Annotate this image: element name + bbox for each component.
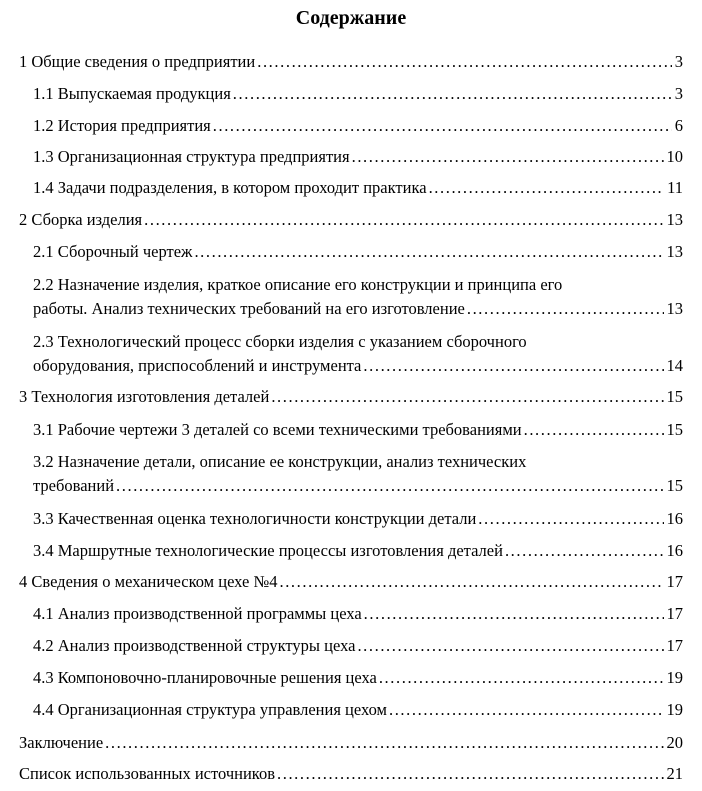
toc-page-number: 13 bbox=[666, 210, 683, 229]
toc-entry-text: 1.2 История предприятия bbox=[33, 116, 211, 135]
toc-entry-text: 3.4 Маршрутные технологические процессы изготовления деталей bbox=[33, 541, 503, 560]
toc-page-number: 15 bbox=[666, 476, 683, 495]
toc-page-number: 16 bbox=[666, 509, 683, 528]
toc-entry-3-4[interactable] bbox=[0, 539, 702, 563]
toc-entry-1-1[interactable] bbox=[0, 82, 702, 106]
toc-page-number: 20 bbox=[666, 733, 683, 752]
dot-leader bbox=[467, 297, 664, 321]
toc-page-number: 3 bbox=[674, 52, 683, 71]
toc-entry-3-3[interactable] bbox=[0, 507, 702, 531]
toc-entry-text: 2 Сборка изделия bbox=[19, 210, 143, 229]
toc-entry-text: 3 Технология изготовления деталей bbox=[19, 387, 270, 406]
dot-leader bbox=[279, 570, 663, 594]
toc-page-number: 13 bbox=[666, 242, 683, 261]
toc-entry-4-3[interactable] bbox=[0, 666, 702, 690]
toc-entry-text: 3.1 Рабочие чертежи 3 деталей со всеми техническими требованиями bbox=[33, 420, 522, 439]
dot-leader bbox=[524, 418, 664, 442]
dot-leader bbox=[478, 507, 663, 531]
dot-leader bbox=[389, 698, 664, 722]
toc-entry-text-line2: требований bbox=[33, 476, 115, 495]
toc-entry-2-1[interactable] bbox=[0, 240, 702, 264]
toc-entry-text: 4.3 Компоновочно-планировочные решения цеха bbox=[33, 668, 377, 687]
toc-entry-4[interactable] bbox=[0, 570, 702, 594]
dot-leader bbox=[379, 666, 664, 690]
toc-entry-text: 4.1 Анализ производственной программы цеха bbox=[33, 604, 362, 623]
toc-entry-1-3[interactable] bbox=[0, 145, 702, 169]
toc-page-number: 17 bbox=[666, 636, 683, 655]
toc-entry-text: 1.1 Выпускаемая продукция bbox=[33, 84, 231, 103]
dot-leader bbox=[271, 385, 663, 409]
toc-entry-text: 3.3 Качественная оценка технологичности конструкции детали bbox=[33, 509, 477, 528]
toc-entry-3-1[interactable] bbox=[0, 418, 702, 442]
toc-entry-text: Заключение bbox=[19, 733, 104, 752]
toc-entry-4-2[interactable] bbox=[0, 634, 702, 658]
toc-entry-text-line1: 3.2 Назначение детали, описание ее конструкции, анализ технических bbox=[33, 452, 527, 471]
toc-entry-2-3[interactable] bbox=[0, 330, 702, 378]
toc-entry-text: 1 Общие сведения о предприятии bbox=[19, 52, 256, 71]
toc-entry-text-line2: оборудования, приспособлений и инструмента bbox=[33, 356, 362, 375]
toc-page-number: 21 bbox=[666, 764, 683, 783]
toc-entry-text: 4.4 Организационная структура управления цехом bbox=[33, 700, 387, 719]
toc-page-number: 19 bbox=[666, 668, 683, 687]
toc-entry-text-line1: 2.3 Технологический процесс сборки изделия с указанием сборочного bbox=[33, 332, 527, 351]
dot-leader bbox=[194, 240, 663, 264]
toc-page-number: 3 bbox=[674, 84, 683, 103]
toc-page-number: 15 bbox=[666, 387, 683, 406]
toc-page-number: 6 bbox=[674, 116, 683, 135]
toc-entry-4-1[interactable] bbox=[0, 602, 702, 626]
toc-page-number: 11 bbox=[667, 178, 683, 197]
dot-leader bbox=[364, 602, 664, 626]
toc-page-number: 19 bbox=[666, 700, 683, 719]
toc-entry-text: 4 Сведения о механическом цехе №4 bbox=[19, 572, 278, 591]
dot-leader bbox=[363, 354, 663, 378]
dot-leader bbox=[277, 762, 664, 786]
toc-entry-conclusion[interactable] bbox=[0, 731, 702, 755]
dot-leader bbox=[144, 208, 663, 232]
toc-entry-text: 2.1 Сборочный чертеж bbox=[33, 242, 193, 261]
toc-entry-text: 4.2 Анализ производственной структуры цеха bbox=[33, 636, 356, 655]
dot-leader bbox=[116, 474, 663, 498]
toc-page-number: 15 bbox=[666, 420, 683, 439]
toc-entry-2[interactable] bbox=[0, 208, 702, 232]
dot-leader bbox=[352, 145, 664, 169]
toc-entry-1-4[interactable] bbox=[0, 176, 702, 200]
toc-page-number: 10 bbox=[666, 147, 683, 166]
dot-leader bbox=[505, 539, 664, 563]
toc-entry-1[interactable] bbox=[0, 50, 702, 74]
dot-leader bbox=[233, 82, 672, 106]
toc-entry-text: 1.3 Организационная структура предприятия bbox=[33, 147, 350, 166]
toc-entry-text-line1: 2.2 Назначение изделия, краткое описание его конструкции и принципа его bbox=[33, 275, 563, 294]
dot-leader bbox=[429, 176, 665, 200]
dot-leader bbox=[357, 634, 663, 658]
toc-page-number: 16 bbox=[666, 541, 683, 560]
toc-page-number: 13 bbox=[666, 299, 683, 318]
toc-entry-text: Список использованных источников bbox=[19, 764, 275, 783]
dot-leader bbox=[213, 114, 672, 138]
toc-entry-3-2[interactable] bbox=[0, 450, 702, 498]
dot-leader bbox=[105, 731, 663, 755]
toc-entry-text: 1.4 Задачи подразделения, в котором проходит практика bbox=[33, 178, 427, 197]
toc-page-number: 14 bbox=[666, 356, 683, 375]
toc-entry-3[interactable] bbox=[0, 385, 702, 409]
toc-page-number: 17 bbox=[666, 572, 683, 591]
toc-entry-1-2[interactable] bbox=[0, 114, 702, 138]
toc-page-number: 17 bbox=[666, 604, 683, 623]
page-title: Содержание bbox=[295, 7, 407, 29]
toc-entry-references[interactable] bbox=[0, 762, 702, 786]
toc-entry-text-line2: работы. Анализ технических требований на его изготовление bbox=[33, 299, 465, 318]
dot-leader bbox=[257, 50, 672, 74]
toc-entry-2-2[interactable] bbox=[0, 273, 702, 321]
toc-entry-4-4[interactable] bbox=[0, 698, 702, 722]
